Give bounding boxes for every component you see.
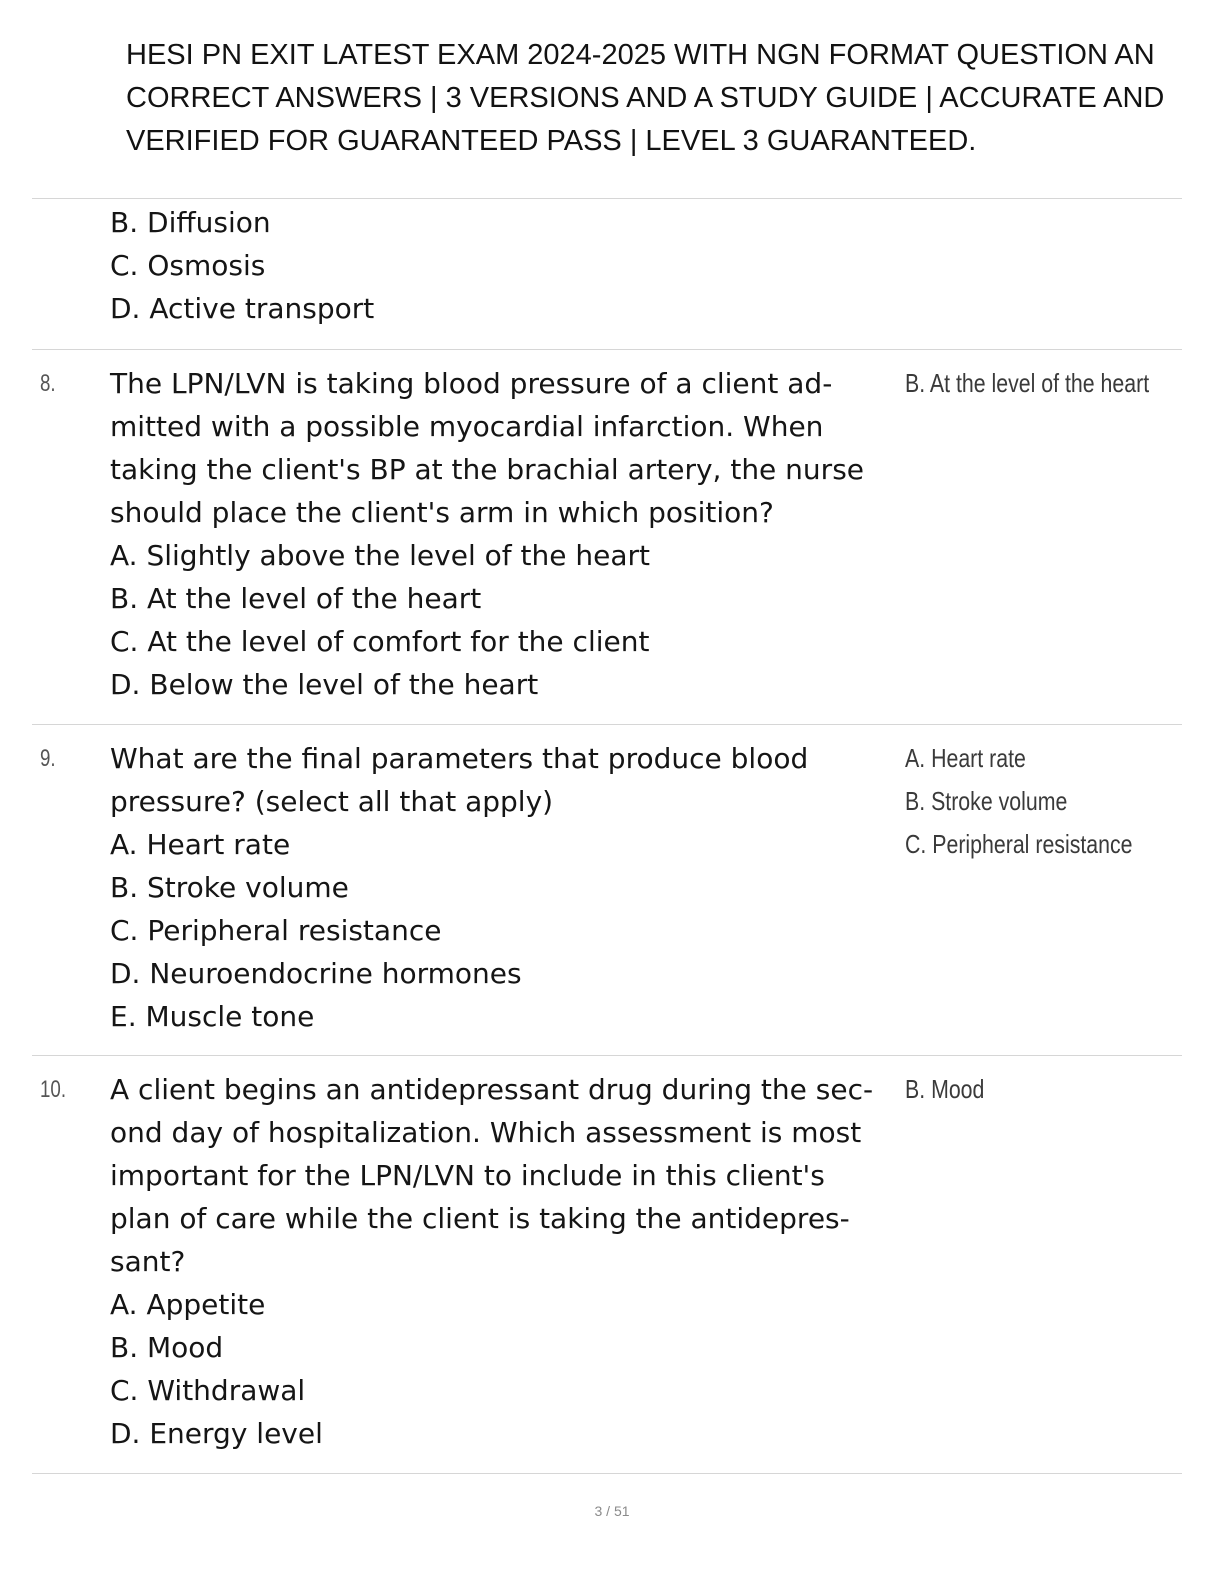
correct-answer <box>905 1068 1151 1111</box>
carryover-options <box>110 201 910 330</box>
option: D. Energy level <box>110 1417 323 1450</box>
option: C. Peripheral resistance <box>110 914 442 947</box>
answer-line: C. Peripheral resistance <box>905 829 1133 859</box>
option: C. At the level of comfort for the client <box>110 625 650 658</box>
option: B. Stroke volume <box>110 871 349 904</box>
option: C. Withdrawal <box>110 1374 306 1407</box>
option: B. Mood <box>110 1331 224 1364</box>
title-line-1: HESI PN EXIT LATEST EXAM 2024-2025 WITH NGN FORMAT QUESTION AN <box>126 39 1155 71</box>
stem-line: should place the client's arm in which position? <box>110 496 774 529</box>
document-title <box>126 34 1224 163</box>
option: A. Slightly above the level of the heart <box>110 539 650 572</box>
option: D. Neuroendocrine hormones <box>110 957 522 990</box>
correct-answer <box>905 362 1151 405</box>
question-number: 10. <box>40 1076 67 1103</box>
divider <box>32 198 1182 199</box>
divider <box>32 1055 1182 1056</box>
stem-line: important for the LPN/LVN to include in this client's <box>110 1159 825 1192</box>
stem-line: mitted with a possible myocardial infarction. When <box>110 410 824 443</box>
page-number: 3 / 51 <box>594 1503 630 1519</box>
stem-line: What are the final parameters that produce blood <box>110 742 809 775</box>
answer-line: B. Stroke volume <box>905 786 1068 816</box>
stem-line: A client begins an antidepressant drug during the sec- <box>110 1073 874 1106</box>
option: C. Osmosis <box>110 249 266 282</box>
question-number: 8. <box>40 370 56 397</box>
stem-line: The LPN/LVN is taking blood pressure of a client ad- <box>110 367 833 400</box>
question-text <box>110 1068 910 1455</box>
divider <box>32 1473 1182 1474</box>
stem-line: taking the client's BP at the brachial artery, the nurse <box>110 453 865 486</box>
option: A. Appetite <box>110 1288 266 1321</box>
option: D. Active transport <box>110 292 375 325</box>
stem-line: pressure? (select all that apply) <box>110 785 554 818</box>
correct-answer <box>905 737 1151 866</box>
divider <box>32 349 1182 350</box>
stem-line: ond day of hospitalization. Which assessment is most <box>110 1116 862 1149</box>
stem-line: plan of care while the client is taking the antidepres- <box>110 1202 850 1235</box>
answer-line: B. Mood <box>905 1074 985 1104</box>
answer-line: A. Heart rate <box>905 743 1026 773</box>
stem-line: sant? <box>110 1245 186 1278</box>
title-line-2: CORRECT ANSWERS | 3 VERSIONS AND A STUDY GUIDE | ACCURATE AND <box>126 82 1165 114</box>
answer-line: B. At the level of the heart <box>905 368 1150 398</box>
option: B. At the level of the heart <box>110 582 482 615</box>
option: E. Muscle tone <box>110 1000 315 1033</box>
divider <box>32 724 1182 725</box>
option: B. Diffusion <box>110 206 271 239</box>
question-text <box>110 362 910 706</box>
option: A. Heart rate <box>110 828 291 861</box>
question-number: 9. <box>40 745 56 772</box>
title-line-3: VERIFIED FOR GUARANTEED PASS | LEVEL 3 GUARANTEED. <box>126 125 977 157</box>
question-text <box>110 737 910 1038</box>
option: D. Below the level of the heart <box>110 668 539 701</box>
